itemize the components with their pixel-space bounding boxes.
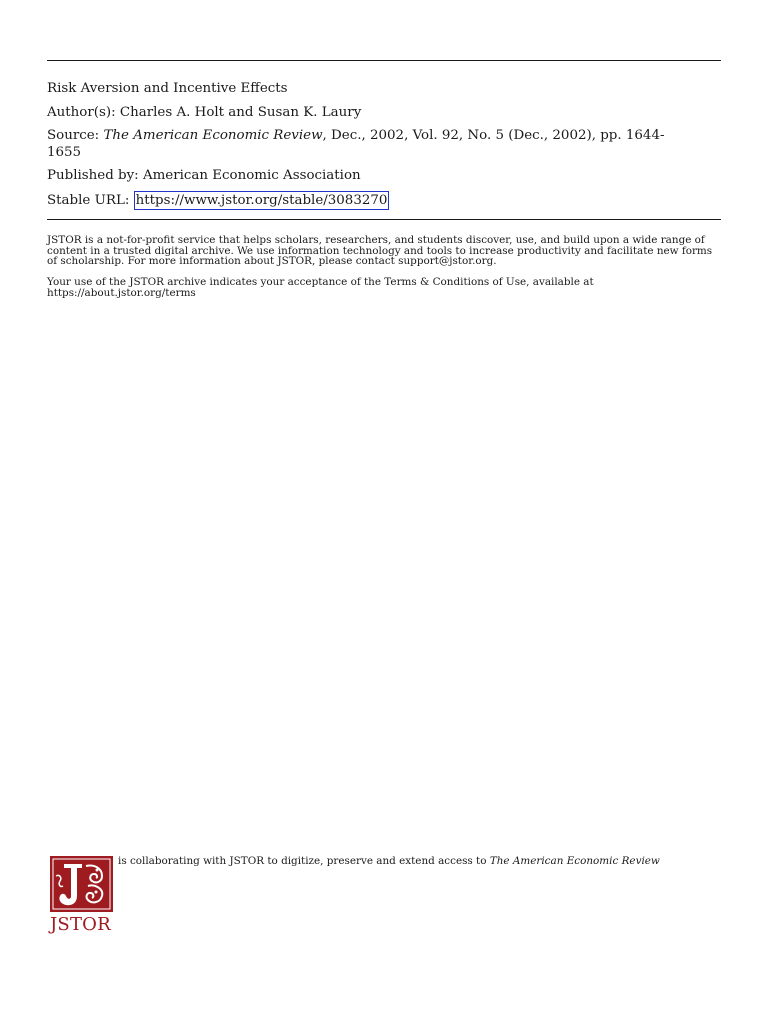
terms-notice: Your use of the JSTOR archive indicates your acceptance of the Terms & Conditions of Use, available at https://about.jstor.org/terms [47,276,594,299]
authors-value: Charles A. Holt and Susan K. Laury [119,104,362,120]
collab-text: is collaborating with JSTOR to digitize, preserve and extend access to [118,855,487,867]
article-title: Risk Aversion and Incentive Effects [47,81,288,96]
source-details: , Dec., 2002, Vol. 92, No. 5 (Dec., 2002), pp. 1644- [322,128,665,143]
jstor-wordmark: JSTOR [50,914,111,935]
divider-rule [47,219,721,220]
collab-journal: The American Economic Review [489,855,660,867]
publisher-label: Published by: [47,168,139,183]
authors-label: Author(s): [47,104,116,120]
source-line [47,127,723,161]
authors-line [47,104,723,121]
stable-url-link[interactable]: https://www.jstor.org/stable/3083270 [135,192,388,208]
stable-url-line [47,191,723,210]
jstor-logo [50,856,114,936]
stable-url-label: Stable URL: [47,192,130,208]
source-label: Source: [47,128,100,143]
jstor-emblem-icon [50,856,113,912]
publisher-value: American Economic Association [142,168,361,183]
journal-name: The American Economic Review [103,128,323,143]
citation-block [47,80,723,216]
jstor-notice: JSTOR is a not-for-profit service that helps scholars, researchers, and students discover, use, and build upon a wide range of content in a trusted digital archive. We use information technology and tools to increase productivity and facilitate new forms of scholarship. For more information about JSTOR, please contact support@jstor.org. [47,234,713,268]
collaboration-statement [118,856,678,867]
publisher-line [47,167,723,184]
top-rule [47,60,721,61]
source-pages-end: 1655 [47,145,82,160]
